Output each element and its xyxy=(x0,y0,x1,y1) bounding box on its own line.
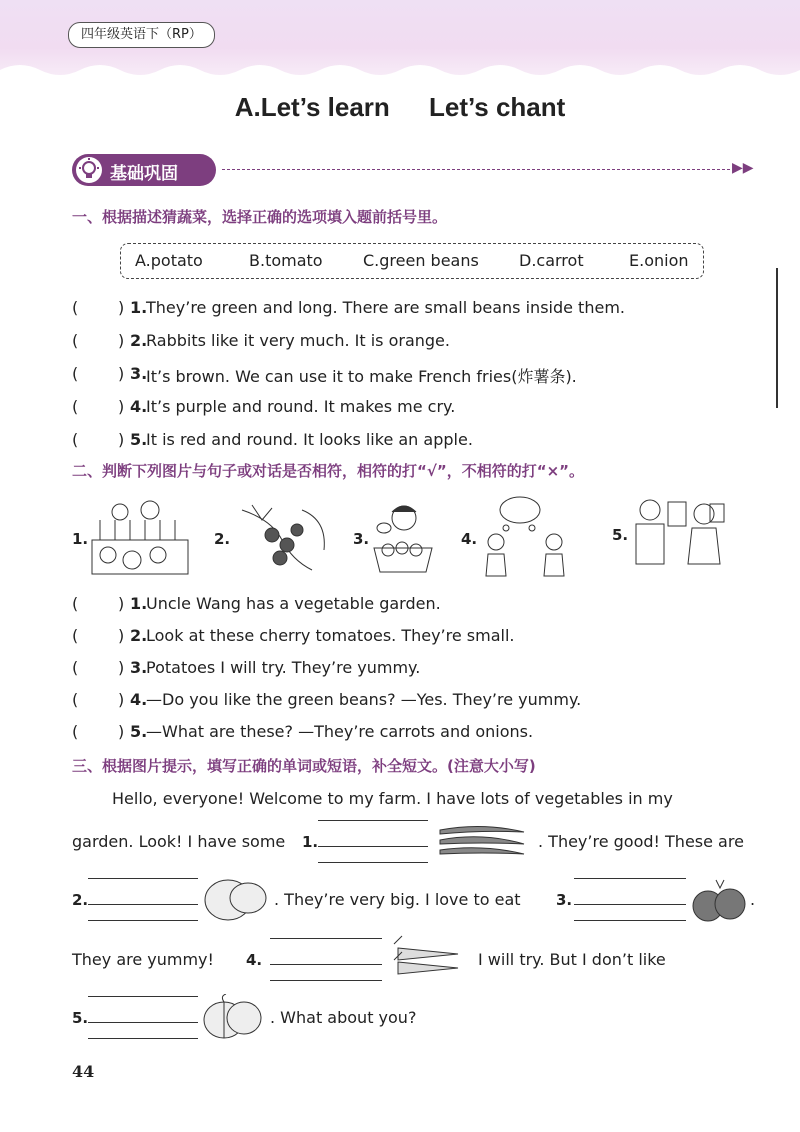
item-number: 3. xyxy=(130,658,148,677)
page-title xyxy=(0,92,800,123)
answer-line xyxy=(318,820,428,821)
item-number: 4. xyxy=(130,397,148,416)
answer-blank-4[interactable] xyxy=(270,964,382,965)
passage-line: . They’re very big. I love to eat xyxy=(274,890,521,909)
title-part1: A.Let’s learn xyxy=(234,92,390,122)
item-text: —What are these? —They’re carrots and onions. xyxy=(146,722,534,741)
boy-with-potatoes-illustration xyxy=(368,500,438,576)
item-text: It’s brown. We can use it to make French fries(炸薯条). xyxy=(146,367,577,386)
item-text: Rabbits like it very much. It is orange. xyxy=(146,331,450,350)
item-number: 4. xyxy=(130,690,148,709)
book-label: 四年级英语下（RP） xyxy=(68,22,215,48)
answer-line xyxy=(574,920,686,921)
answer-line xyxy=(270,938,382,939)
carrots-icon xyxy=(392,934,466,980)
item-text: They’re green and long. There are small beans inside them. xyxy=(146,298,625,317)
picture-number: 1. xyxy=(72,530,89,548)
father-and-daughter-illustration xyxy=(628,494,728,570)
blank-number: 1. xyxy=(302,833,319,851)
title-part2: Let’s chant xyxy=(429,92,566,122)
tomatoes-icon xyxy=(690,874,748,924)
option-b: B.tomato xyxy=(249,251,323,270)
lightbulb-icon xyxy=(76,157,102,183)
answer-line xyxy=(88,996,198,997)
passage-line: Hello, everyone! Welcome to my farm. I have lots of vegetables in my xyxy=(112,789,673,808)
girls-thinking-of-beans-illustration xyxy=(476,494,576,578)
q2-instruction: 二、判断下列图片与句子或对话是否相符，相符的打“√”，不相符的打“×”。 xyxy=(72,462,585,480)
item-text: —Do you like the green beans? —Yes. They’re yummy. xyxy=(146,690,582,709)
item-text: It is red and round. It looks like an apple. xyxy=(146,430,473,449)
item-number: 3. xyxy=(130,364,148,383)
item-number: 1. xyxy=(130,298,148,317)
option-a: A.potato xyxy=(135,251,203,270)
blank-number: 5. xyxy=(72,1009,89,1027)
item-number: 5. xyxy=(130,430,148,449)
passage-line: garden. Look! I have some xyxy=(72,832,286,851)
answer-blank-5[interactable] xyxy=(88,1022,198,1023)
blank-number: 3. xyxy=(556,891,573,909)
section-label: 基础巩固 xyxy=(110,164,178,184)
q3-instruction: 三、根据图片提示，填写正确的单词或短语，补全短文。(注意大小写) xyxy=(72,757,536,775)
page-header-banner xyxy=(0,0,800,80)
answer-line xyxy=(318,862,428,863)
passage-line: I will try. But I don’t like xyxy=(478,950,666,969)
answer-blank-3[interactable] xyxy=(574,904,686,905)
item-text: Uncle Wang has a vegetable garden. xyxy=(146,594,441,613)
answer-line xyxy=(88,920,198,921)
page-number: 44 xyxy=(72,1062,95,1081)
item-number: 2. xyxy=(130,331,148,350)
option-d: D.carrot xyxy=(519,251,584,270)
options-box xyxy=(120,243,704,279)
passage-line: . xyxy=(750,890,756,909)
item-number: 1. xyxy=(130,594,148,613)
onions-icon xyxy=(200,994,266,1040)
item-number: 5. xyxy=(130,722,148,741)
passage-line: They are yummy! xyxy=(72,950,214,969)
picture-number: 3. xyxy=(353,530,370,548)
answer-line xyxy=(88,1038,198,1039)
item-text: Look at these cherry tomatoes. They’re small. xyxy=(146,626,515,645)
answer-blank-1[interactable] xyxy=(318,846,428,847)
picture-number: 5. xyxy=(612,526,629,544)
cherry-tomatoes-illustration xyxy=(232,500,332,576)
answer-line xyxy=(574,878,686,879)
binding-mark xyxy=(776,268,778,408)
double-arrow-icon: ▶▶ xyxy=(732,160,754,176)
green-beans-icon xyxy=(436,822,528,858)
q1-instruction: 一、根据描述猜蔬菜，选择正确的选项填入题前括号里。 xyxy=(72,208,448,226)
answer-line xyxy=(270,980,382,981)
option-e: E.onion xyxy=(629,251,689,270)
blank-number: 2. xyxy=(72,891,89,909)
item-text: Potatoes I will try. They’re yummy. xyxy=(146,658,421,677)
answer-line xyxy=(88,878,198,879)
option-c: C.green beans xyxy=(363,251,479,270)
passage-line: . They’re good! These are xyxy=(538,832,744,851)
vegetable-garden-illustration xyxy=(90,500,190,576)
section-badge xyxy=(72,154,216,186)
passage-line: . What about you? xyxy=(270,1008,417,1027)
picture-number: 4. xyxy=(461,530,478,548)
blank-number: 4. xyxy=(246,951,263,969)
answer-blank-2[interactable] xyxy=(88,904,198,905)
picture-number: 2. xyxy=(214,530,231,548)
section-divider xyxy=(222,169,730,170)
item-text: It’s purple and round. It makes me cry. xyxy=(146,397,456,416)
item-number: 2. xyxy=(130,626,148,645)
potatoes-icon xyxy=(202,876,270,922)
